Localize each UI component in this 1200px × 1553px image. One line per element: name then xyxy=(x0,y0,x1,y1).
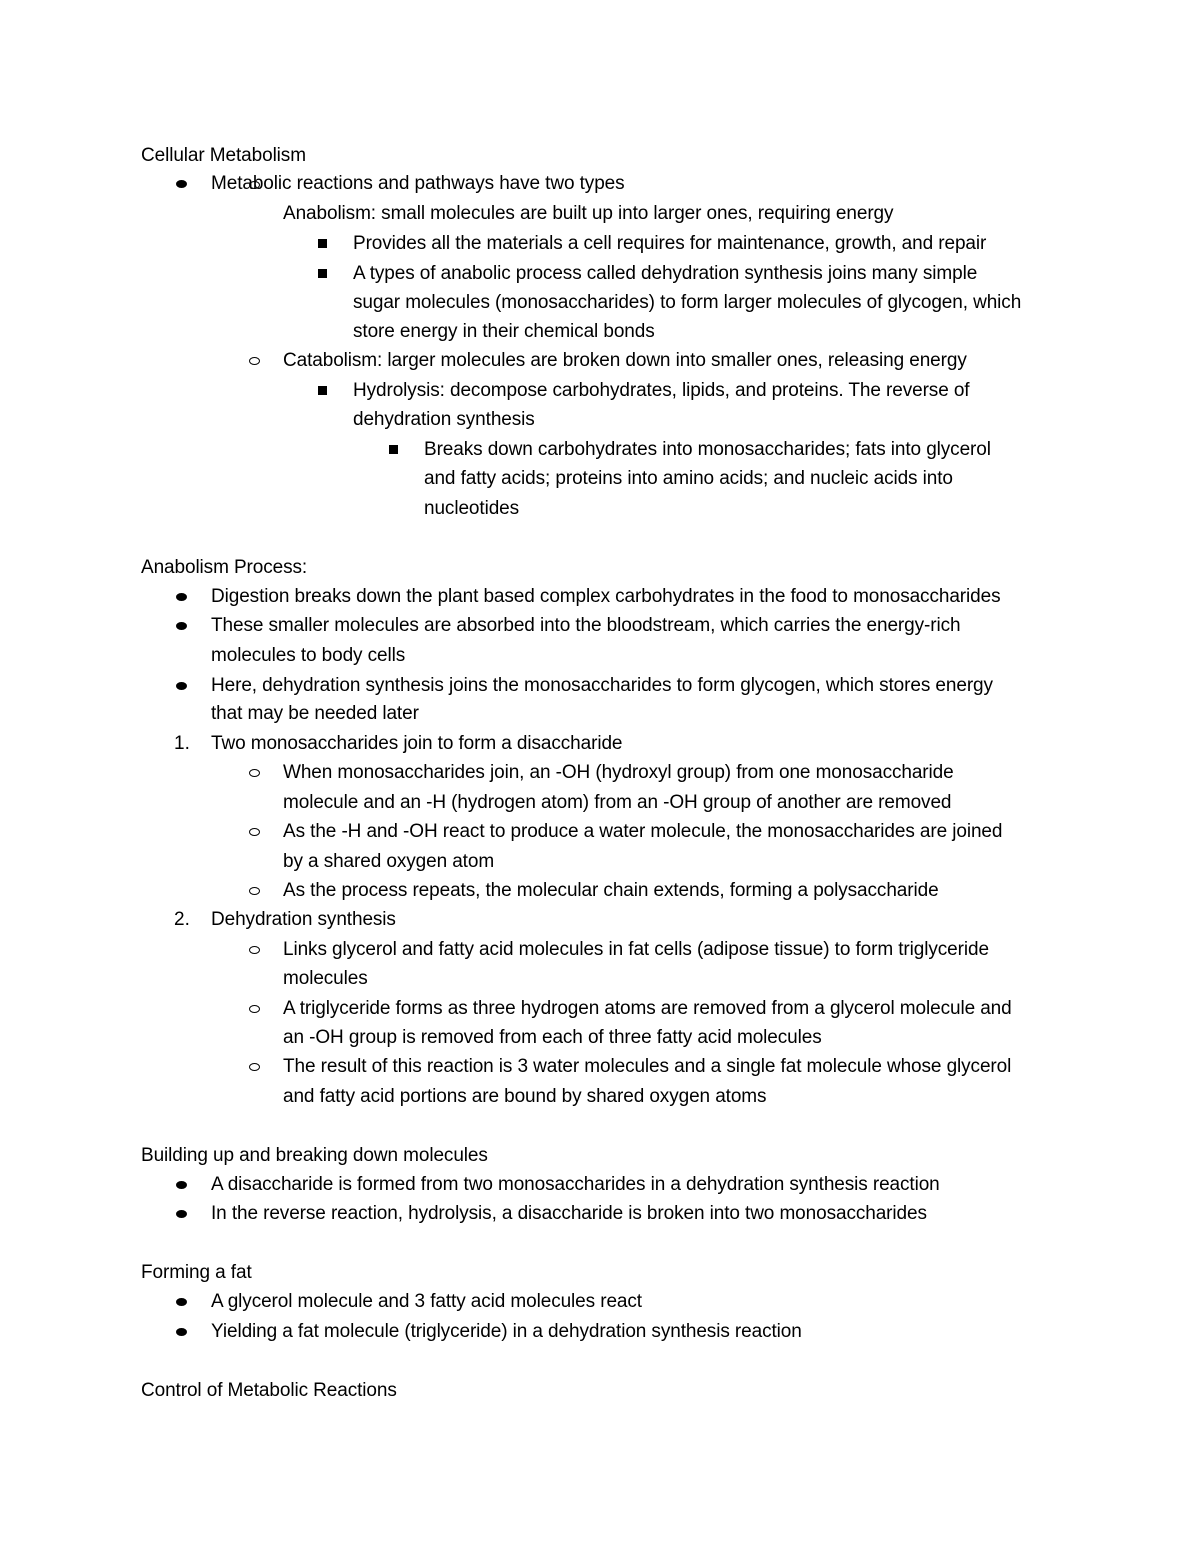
circle-bullet-icon xyxy=(249,828,260,836)
circle-bullet-icon xyxy=(249,1005,260,1013)
list-item: Breaks down carbohydrates into monosaccharides; fats into glycerol xyxy=(424,439,991,460)
bullet-icon xyxy=(176,1210,187,1218)
list-item-continuation: that may be needed later xyxy=(211,703,419,724)
list-item: Digestion breaks down the plant based complex carbohydrates in the food to monosaccharides xyxy=(211,586,1001,607)
list-item: Provides all the materials a cell requires for maintenance, growth, and repair xyxy=(353,233,987,254)
section-heading: Anabolism Process: xyxy=(141,557,308,578)
list-item: As the process repeats, the molecular chain extends, forming a polysaccharide xyxy=(283,880,939,901)
list-item: The result of this reaction is 3 water molecules and a single fat molecule whose glycerol xyxy=(283,1056,1012,1077)
square-bullet-icon xyxy=(318,386,327,395)
section-heading: Cellular Metabolism xyxy=(141,145,306,166)
list-item: These smaller molecules are absorbed into the bloodstream, which carries the energy-rich xyxy=(211,615,961,636)
list-item: Yielding a fat molecule (triglyceride) in a dehydration synthesis reaction xyxy=(211,1321,802,1342)
list-number: 2. xyxy=(174,909,190,930)
bullet-icon xyxy=(176,1328,187,1336)
bullet-icon xyxy=(176,593,187,601)
square-bullet-icon xyxy=(389,445,398,454)
list-item: Anabolism: small molecules are built up into larger ones, requiring energy xyxy=(283,203,894,224)
bullet-icon xyxy=(176,622,187,630)
list-item: Catabolism: larger molecules are broken down into smaller ones, releasing energy xyxy=(283,350,967,371)
circle-bullet-icon xyxy=(249,769,260,777)
list-item-continuation: and fatty acids; proteins into amino acids; and nucleic acids into xyxy=(424,468,953,489)
circle-bullet-icon xyxy=(249,887,260,895)
list-item-continuation: by a shared oxygen atom xyxy=(283,851,495,872)
circle-bullet-icon xyxy=(249,181,260,189)
square-bullet-icon xyxy=(318,269,327,278)
bullet-icon xyxy=(176,180,187,188)
section-heading: Control of Metabolic Reactions xyxy=(141,1380,397,1401)
list-item: Dehydration synthesis xyxy=(211,909,396,930)
list-item: In the reverse reaction, hydrolysis, a disaccharide is broken into two monosaccharides xyxy=(211,1203,927,1224)
list-item-continuation: sugar molecules (monosaccharides) to form larger molecules of glycogen, which xyxy=(353,292,1022,313)
bullet-icon xyxy=(176,682,187,690)
list-item-continuation: and fatty acid portions are bound by shared oxygen atoms xyxy=(283,1086,767,1107)
list-item: A triglyceride forms as three hydrogen atoms are removed from a glycerol molecule and xyxy=(283,998,1012,1019)
section-heading: Forming a fat xyxy=(141,1262,252,1283)
list-item: As the -H and -OH react to produce a water molecule, the monosaccharides are joined xyxy=(283,821,1003,842)
list-item-continuation: dehydration synthesis xyxy=(353,409,535,430)
list-item: Here, dehydration synthesis joins the monosaccharides to form glycogen, which stores energy xyxy=(211,675,993,696)
list-item: Metabolic reactions and pathways have two types xyxy=(211,173,625,194)
list-item: A glycerol molecule and 3 fatty acid molecules react xyxy=(211,1291,642,1312)
list-item: Two monosaccharides join to form a disaccharide xyxy=(211,733,623,754)
list-item: A disaccharide is formed from two monosaccharides in a dehydration synthesis reaction xyxy=(211,1174,940,1195)
list-item-continuation: molecule and an -H (hydrogen atom) from an -OH group of another are removed xyxy=(283,792,952,813)
list-item-continuation: store energy in their chemical bonds xyxy=(353,321,655,342)
circle-bullet-icon xyxy=(249,357,260,365)
list-item-continuation: an -OH group is removed from each of three fatty acid molecules xyxy=(283,1027,822,1048)
list-item: Hydrolysis: decompose carbohydrates, lipids, and proteins. The reverse of xyxy=(353,380,970,401)
list-item: When monosaccharides join, an -OH (hydroxyl group) from one monosaccharide xyxy=(283,762,954,783)
circle-bullet-icon xyxy=(249,946,260,954)
square-bullet-icon xyxy=(318,239,327,248)
list-number: 1. xyxy=(174,733,190,754)
bullet-icon xyxy=(176,1181,187,1189)
list-item: A types of anabolic process called dehydration synthesis joins many simple xyxy=(353,263,978,284)
circle-bullet-icon xyxy=(249,1063,260,1071)
list-item-continuation: molecules xyxy=(283,968,368,989)
bullet-icon xyxy=(176,1298,187,1306)
section-heading: Building up and breaking down molecules xyxy=(141,1145,488,1166)
list-item: Links glycerol and fatty acid molecules in fat cells (adipose tissue) to form triglyceride xyxy=(283,939,989,960)
list-item-continuation: nucleotides xyxy=(424,498,520,519)
list-item-continuation: molecules to body cells xyxy=(211,645,406,666)
